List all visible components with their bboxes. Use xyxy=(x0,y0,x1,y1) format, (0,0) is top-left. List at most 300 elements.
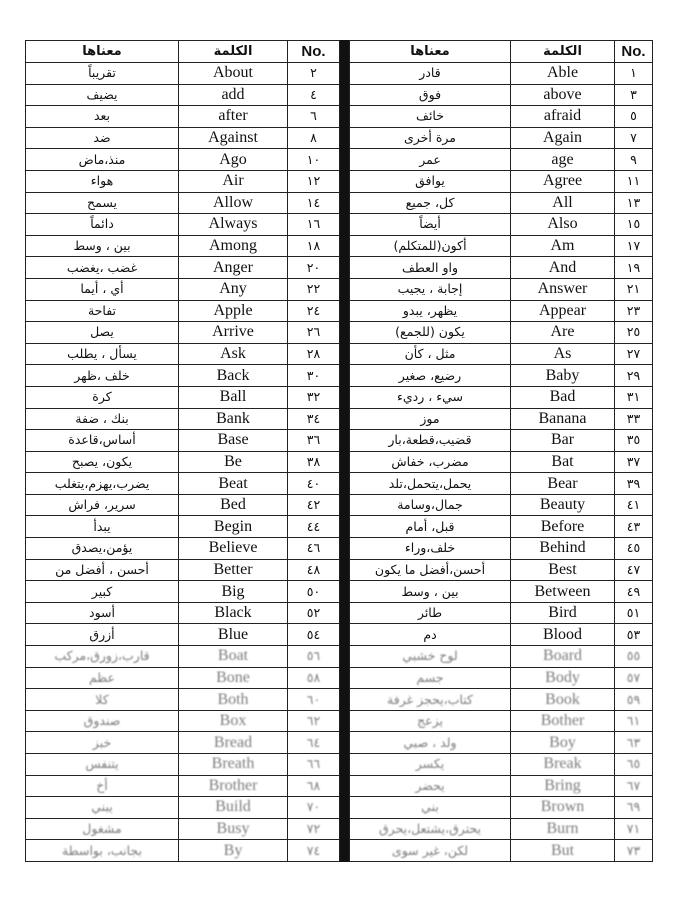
table-row xyxy=(26,365,340,387)
word-cell: But xyxy=(511,840,615,862)
word-cell: Agree xyxy=(511,170,615,192)
word-cell: Bring xyxy=(511,775,615,797)
number-cell: ٢١ xyxy=(615,278,653,300)
word-cell: Boy xyxy=(511,732,615,754)
number-cell: ١٣ xyxy=(615,192,653,214)
meaning-cell: خائف xyxy=(350,106,511,128)
meaning-cell: يبدأ xyxy=(26,516,179,538)
number-cell: ٥١ xyxy=(615,602,653,624)
word-cell: Bear xyxy=(511,473,615,495)
word-cell: Bank xyxy=(179,408,288,430)
number-cell: ٢٥ xyxy=(615,322,653,344)
table-row xyxy=(26,386,340,408)
word-cell: Among xyxy=(179,235,288,257)
table-row xyxy=(26,257,340,279)
word-cell: Baby xyxy=(511,365,615,387)
number-cell: ٣٣ xyxy=(615,408,653,430)
meaning-cell: جسم xyxy=(350,667,511,689)
number-cell: ٤٨ xyxy=(288,559,340,581)
table-row xyxy=(26,538,340,560)
meaning-cell: يؤمن،يصدق xyxy=(26,538,179,560)
meaning-cell: بني xyxy=(350,797,511,819)
word-cell: after xyxy=(179,106,288,128)
word-cell: age xyxy=(511,149,615,171)
number-cell: ٣٧ xyxy=(615,451,653,473)
meaning-cell: بين ، وسط xyxy=(26,235,179,257)
number-cell: ٥٧ xyxy=(615,667,653,689)
meaning-cell: منذ،ماض xyxy=(26,149,179,171)
meaning-cell: مضرب، خفاش xyxy=(350,451,511,473)
number-cell: ٤٤ xyxy=(288,516,340,538)
number-cell: ٣٦ xyxy=(288,430,340,452)
number-cell: ٥٣ xyxy=(615,624,653,646)
number-cell: ٤١ xyxy=(615,494,653,516)
number-cell: ٢٩ xyxy=(615,365,653,387)
meaning-cell: لوح خشبي xyxy=(350,646,511,668)
meaning-cell: مشغول xyxy=(26,818,179,840)
number-cell: ٦١ xyxy=(615,710,653,732)
word-cell: Always xyxy=(179,214,288,236)
table-row xyxy=(350,127,653,149)
number-cell: ٦٩ xyxy=(615,797,653,819)
number-cell: ١٨ xyxy=(288,235,340,257)
word-cell: Board xyxy=(511,646,615,668)
meaning-cell: يظهر، يبدو xyxy=(350,300,511,322)
table-row xyxy=(350,516,653,538)
meaning-cell: يحمل،يتحمل،تلد xyxy=(350,473,511,495)
word-cell: Bat xyxy=(511,451,615,473)
table-row xyxy=(350,149,653,171)
word-cell: Answer xyxy=(511,278,615,300)
table-row xyxy=(350,754,653,776)
number-cell: ٧ xyxy=(615,127,653,149)
table-row xyxy=(26,451,340,473)
meaning-cell: يوافق xyxy=(350,170,511,192)
meaning-cell: ولد ، صبي xyxy=(350,732,511,754)
number-cell: ١٩ xyxy=(615,257,653,279)
number-cell: ٧٣ xyxy=(615,840,653,862)
vocab-table-right xyxy=(349,40,653,862)
number-cell: ٣ xyxy=(615,84,653,106)
table-row xyxy=(350,581,653,603)
number-cell: ٢٤ xyxy=(288,300,340,322)
meaning-cell: أسود xyxy=(26,602,179,624)
number-cell: ٤٧ xyxy=(615,559,653,581)
meaning-cell: بجانب، بواسطة xyxy=(26,840,179,862)
meaning-cell: خبز xyxy=(26,732,179,754)
meaning-cell: يبني xyxy=(26,797,179,819)
meaning-cell: يصل xyxy=(26,322,179,344)
number-cell: ٤٠ xyxy=(288,473,340,495)
word-cell: Both xyxy=(179,689,288,711)
table-row xyxy=(350,646,653,668)
word-cell: Body xyxy=(511,667,615,689)
meaning-cell: أحسن،أفضل ما يكون xyxy=(350,559,511,581)
number-cell: ٢٧ xyxy=(615,343,653,365)
table-row xyxy=(350,408,653,430)
number-cell: ١٥ xyxy=(615,214,653,236)
number-cell: ٥٤ xyxy=(288,624,340,646)
meaning-cell: يحضر xyxy=(350,775,511,797)
table-row xyxy=(350,732,653,754)
word-cell: Boat xyxy=(179,646,288,668)
word-cell: afraid xyxy=(511,106,615,128)
number-cell: ٦٣ xyxy=(615,732,653,754)
meaning-cell: بنك ، ضفة xyxy=(26,408,179,430)
meaning-cell: فوق xyxy=(350,84,511,106)
table-row xyxy=(26,581,340,603)
meaning-cell: مرة أخرى xyxy=(350,127,511,149)
number-cell: ٢٨ xyxy=(288,343,340,365)
table-row xyxy=(350,602,653,624)
meaning-cell: قضيب،قطعة،بار xyxy=(350,430,511,452)
meaning-cell: قبل، أمام xyxy=(350,516,511,538)
word-cell: Bone xyxy=(179,667,288,689)
table-row xyxy=(26,840,340,862)
table-row xyxy=(350,192,653,214)
number-cell: ٣٩ xyxy=(615,473,653,495)
table-row xyxy=(26,754,340,776)
table-row xyxy=(350,797,653,819)
word-cell: Best xyxy=(511,559,615,581)
table-row xyxy=(26,473,340,495)
number-cell: ٥٠ xyxy=(288,581,340,603)
table-row xyxy=(350,278,653,300)
word-cell: Ago xyxy=(179,149,288,171)
meaning-cell: عمر xyxy=(350,149,511,171)
table-row xyxy=(350,667,653,689)
word-cell: Able xyxy=(511,63,615,85)
meaning-cell: كبير xyxy=(26,581,179,603)
table-row xyxy=(350,430,653,452)
table-row xyxy=(26,516,340,538)
header-word: الكلمة xyxy=(179,41,288,63)
word-cell: By xyxy=(179,840,288,862)
number-cell: ٧١ xyxy=(615,818,653,840)
word-cell: Brown xyxy=(511,797,615,819)
word-cell: add xyxy=(179,84,288,106)
meaning-cell: غضب ،يغضب xyxy=(26,257,179,279)
word-cell: Box xyxy=(179,710,288,732)
word-cell: Ask xyxy=(179,343,288,365)
meaning-cell: يكون، يصبح xyxy=(26,451,179,473)
word-cell: Beauty xyxy=(511,494,615,516)
meaning-cell: بين ، وسط xyxy=(350,581,511,603)
meaning-cell: طائر xyxy=(350,602,511,624)
number-cell: ٦٢ xyxy=(288,710,340,732)
table-row xyxy=(350,63,653,85)
word-cell: Bird xyxy=(511,602,615,624)
table-row xyxy=(26,710,340,732)
meaning-cell: تفاحة xyxy=(26,300,179,322)
table-row xyxy=(350,451,653,473)
meaning-cell: أكون(للمتكلم) xyxy=(350,235,511,257)
table-row xyxy=(26,732,340,754)
header-meaning: معناها xyxy=(350,41,511,63)
number-cell: ٤٥ xyxy=(615,538,653,560)
table-row xyxy=(350,322,653,344)
table-row xyxy=(350,170,653,192)
word-cell: Believe xyxy=(179,538,288,560)
word-cell: Arrive xyxy=(179,322,288,344)
meaning-cell: أيضاً xyxy=(350,214,511,236)
table-row xyxy=(350,257,653,279)
word-cell: Also xyxy=(511,214,615,236)
word-cell: Are xyxy=(511,322,615,344)
word-cell: Blood xyxy=(511,624,615,646)
word-cell: Bed xyxy=(179,494,288,516)
meaning-cell: هواء xyxy=(26,170,179,192)
word-cell: Build xyxy=(179,797,288,819)
table-row xyxy=(26,624,340,646)
word-cell: Book xyxy=(511,689,615,711)
table-row xyxy=(26,106,340,128)
number-cell: ٧٢ xyxy=(288,818,340,840)
table-row xyxy=(26,192,340,214)
number-cell: ٦ xyxy=(288,106,340,128)
number-cell: ٥٢ xyxy=(288,602,340,624)
word-cell: Base xyxy=(179,430,288,452)
vocab-rows-right xyxy=(350,63,653,862)
number-cell: ٢٦ xyxy=(288,322,340,344)
word-cell: Bread xyxy=(179,732,288,754)
meaning-cell: يزعج xyxy=(350,710,511,732)
word-cell: Against xyxy=(179,127,288,149)
number-cell: ٣٠ xyxy=(288,365,340,387)
table-row xyxy=(26,602,340,624)
meaning-cell: يسأل ، يطلب xyxy=(26,343,179,365)
number-cell: ٧٤ xyxy=(288,840,340,862)
meaning-cell: كتاب،يحجز غرفة xyxy=(350,689,511,711)
number-cell: ٥٨ xyxy=(288,667,340,689)
table-row xyxy=(26,797,340,819)
number-cell: ٢ xyxy=(288,63,340,85)
table-row xyxy=(350,106,653,128)
meaning-cell: يضرب،يهزم،يتغلب xyxy=(26,473,179,495)
meaning-cell: أحسن ، أفضل من xyxy=(26,559,179,581)
meaning-cell: عظم xyxy=(26,667,179,689)
word-cell: Burn xyxy=(511,818,615,840)
meaning-cell: موز xyxy=(350,408,511,430)
word-cell: Again xyxy=(511,127,615,149)
number-cell: ٦٦ xyxy=(288,754,340,776)
vocabulary-sheet xyxy=(25,40,653,862)
meaning-cell: جمال،وسامة xyxy=(350,494,511,516)
table-row xyxy=(350,494,653,516)
table-row xyxy=(350,559,653,581)
table-row xyxy=(26,235,340,257)
number-cell: ١٧ xyxy=(615,235,653,257)
number-cell: ٤٦ xyxy=(288,538,340,560)
meaning-cell: إجابة ، يجيب xyxy=(350,278,511,300)
table-row xyxy=(26,646,340,668)
meaning-cell: دم xyxy=(350,624,511,646)
number-cell: ٥٦ xyxy=(288,646,340,668)
table-row xyxy=(26,170,340,192)
table-row xyxy=(350,300,653,322)
meaning-cell: تقريباً xyxy=(26,63,179,85)
table-row xyxy=(350,214,653,236)
table-row xyxy=(26,84,340,106)
number-cell: ٤٩ xyxy=(615,581,653,603)
vocab-rows-left xyxy=(26,63,340,862)
number-cell: ٦٥ xyxy=(615,754,653,776)
header-row xyxy=(350,41,653,63)
word-cell: Be xyxy=(179,451,288,473)
header-number: No. xyxy=(288,41,340,63)
table-row xyxy=(26,343,340,365)
number-cell: ٣٨ xyxy=(288,451,340,473)
word-cell: Breath xyxy=(179,754,288,776)
table-row xyxy=(26,667,340,689)
word-cell: Between xyxy=(511,581,615,603)
meaning-cell: قارب،زورق،مركب xyxy=(26,646,179,668)
word-cell: Back xyxy=(179,365,288,387)
meaning-cell: سيء ، رديء xyxy=(350,386,511,408)
meaning-cell: كل، جميع xyxy=(350,192,511,214)
word-cell: As xyxy=(511,343,615,365)
table-row xyxy=(26,63,340,85)
word-cell: Bar xyxy=(511,430,615,452)
table-row xyxy=(350,818,653,840)
meaning-cell: يتنفس xyxy=(26,754,179,776)
meaning-cell: ضد xyxy=(26,127,179,149)
word-cell: All xyxy=(511,192,615,214)
word-cell: Blue xyxy=(179,624,288,646)
word-cell: Big xyxy=(179,581,288,603)
number-cell: ٥ xyxy=(615,106,653,128)
word-cell: Appear xyxy=(511,300,615,322)
table-row xyxy=(350,343,653,365)
meaning-cell: لكن، غير سوى xyxy=(350,840,511,862)
word-cell: Am xyxy=(511,235,615,257)
table-row xyxy=(26,408,340,430)
table-row xyxy=(350,473,653,495)
number-cell: ٢٠ xyxy=(288,257,340,279)
word-cell: Brother xyxy=(179,775,288,797)
number-cell: ٢٣ xyxy=(615,300,653,322)
meaning-cell: كلا xyxy=(26,689,179,711)
meaning-cell: مثل ، كأن xyxy=(350,343,511,365)
table-row xyxy=(26,149,340,171)
meaning-cell: سرير، فراش xyxy=(26,494,179,516)
meaning-cell: صندوق xyxy=(26,710,179,732)
number-cell: ١٢ xyxy=(288,170,340,192)
number-cell: ٣٤ xyxy=(288,408,340,430)
table-row xyxy=(350,689,653,711)
meaning-cell: خلف ،ظهر xyxy=(26,365,179,387)
word-cell: Anger xyxy=(179,257,288,279)
table-row xyxy=(350,84,653,106)
table-row xyxy=(26,214,340,236)
table-row xyxy=(26,775,340,797)
header-number: No. xyxy=(615,41,653,63)
word-cell: Beat xyxy=(179,473,288,495)
number-cell: ١٠ xyxy=(288,149,340,171)
table-row xyxy=(26,127,340,149)
number-cell: ٨ xyxy=(288,127,340,149)
table-row xyxy=(26,494,340,516)
number-cell: ٦٨ xyxy=(288,775,340,797)
number-cell: ٤ xyxy=(288,84,340,106)
word-cell: Behind xyxy=(511,538,615,560)
table-row xyxy=(26,689,340,711)
table-row xyxy=(350,386,653,408)
number-cell: ١٤ xyxy=(288,192,340,214)
number-cell: ١١ xyxy=(615,170,653,192)
word-cell: Allow xyxy=(179,192,288,214)
table-row xyxy=(26,559,340,581)
meaning-cell: خلف،وراء xyxy=(350,538,511,560)
meaning-cell: بعد xyxy=(26,106,179,128)
word-cell: Apple xyxy=(179,300,288,322)
table-row xyxy=(26,300,340,322)
table-row xyxy=(26,818,340,840)
column-divider xyxy=(340,40,349,862)
word-cell: above xyxy=(511,84,615,106)
word-cell: Bad xyxy=(511,386,615,408)
table-row xyxy=(26,430,340,452)
number-cell: ٧٠ xyxy=(288,797,340,819)
meaning-cell: يحترق،يشتعل،يحرق xyxy=(350,818,511,840)
number-cell: ٣١ xyxy=(615,386,653,408)
word-cell: Ball xyxy=(179,386,288,408)
number-cell: ٣٥ xyxy=(615,430,653,452)
word-cell: Busy xyxy=(179,818,288,840)
table-row xyxy=(350,538,653,560)
meaning-cell: أزرق xyxy=(26,624,179,646)
table-row xyxy=(350,235,653,257)
word-cell: Black xyxy=(179,602,288,624)
word-cell: Before xyxy=(511,516,615,538)
word-cell: Better xyxy=(179,559,288,581)
table-row xyxy=(350,840,653,862)
meaning-cell: يسمح xyxy=(26,192,179,214)
table-row xyxy=(350,710,653,732)
vocab-table-left xyxy=(25,40,340,862)
meaning-cell: رضيع، صغير xyxy=(350,365,511,387)
meaning-cell: أخ xyxy=(26,775,179,797)
meaning-cell: يكسر xyxy=(350,754,511,776)
meaning-cell: أساس،قاعدة xyxy=(26,430,179,452)
word-cell: Begin xyxy=(179,516,288,538)
table-row xyxy=(350,775,653,797)
word-cell: Air xyxy=(179,170,288,192)
table-row xyxy=(26,278,340,300)
number-cell: ٦٠ xyxy=(288,689,340,711)
table-row xyxy=(26,322,340,344)
number-cell: ٦٤ xyxy=(288,732,340,754)
table-row xyxy=(350,365,653,387)
number-cell: ٣٢ xyxy=(288,386,340,408)
number-cell: ٤٢ xyxy=(288,494,340,516)
word-cell: Break xyxy=(511,754,615,776)
meaning-cell: دائماً xyxy=(26,214,179,236)
number-cell: ٦٧ xyxy=(615,775,653,797)
word-cell: About xyxy=(179,63,288,85)
number-cell: ٥٥ xyxy=(615,646,653,668)
meaning-cell: يكون (للجمع) xyxy=(350,322,511,344)
header-meaning: معناها xyxy=(26,41,179,63)
number-cell: ١٦ xyxy=(288,214,340,236)
table-row xyxy=(350,624,653,646)
word-cell: And xyxy=(511,257,615,279)
number-cell: ١ xyxy=(615,63,653,85)
header-word: الكلمة xyxy=(511,41,615,63)
word-cell: Bother xyxy=(511,710,615,732)
header-row xyxy=(26,41,340,63)
number-cell: ٢٢ xyxy=(288,278,340,300)
